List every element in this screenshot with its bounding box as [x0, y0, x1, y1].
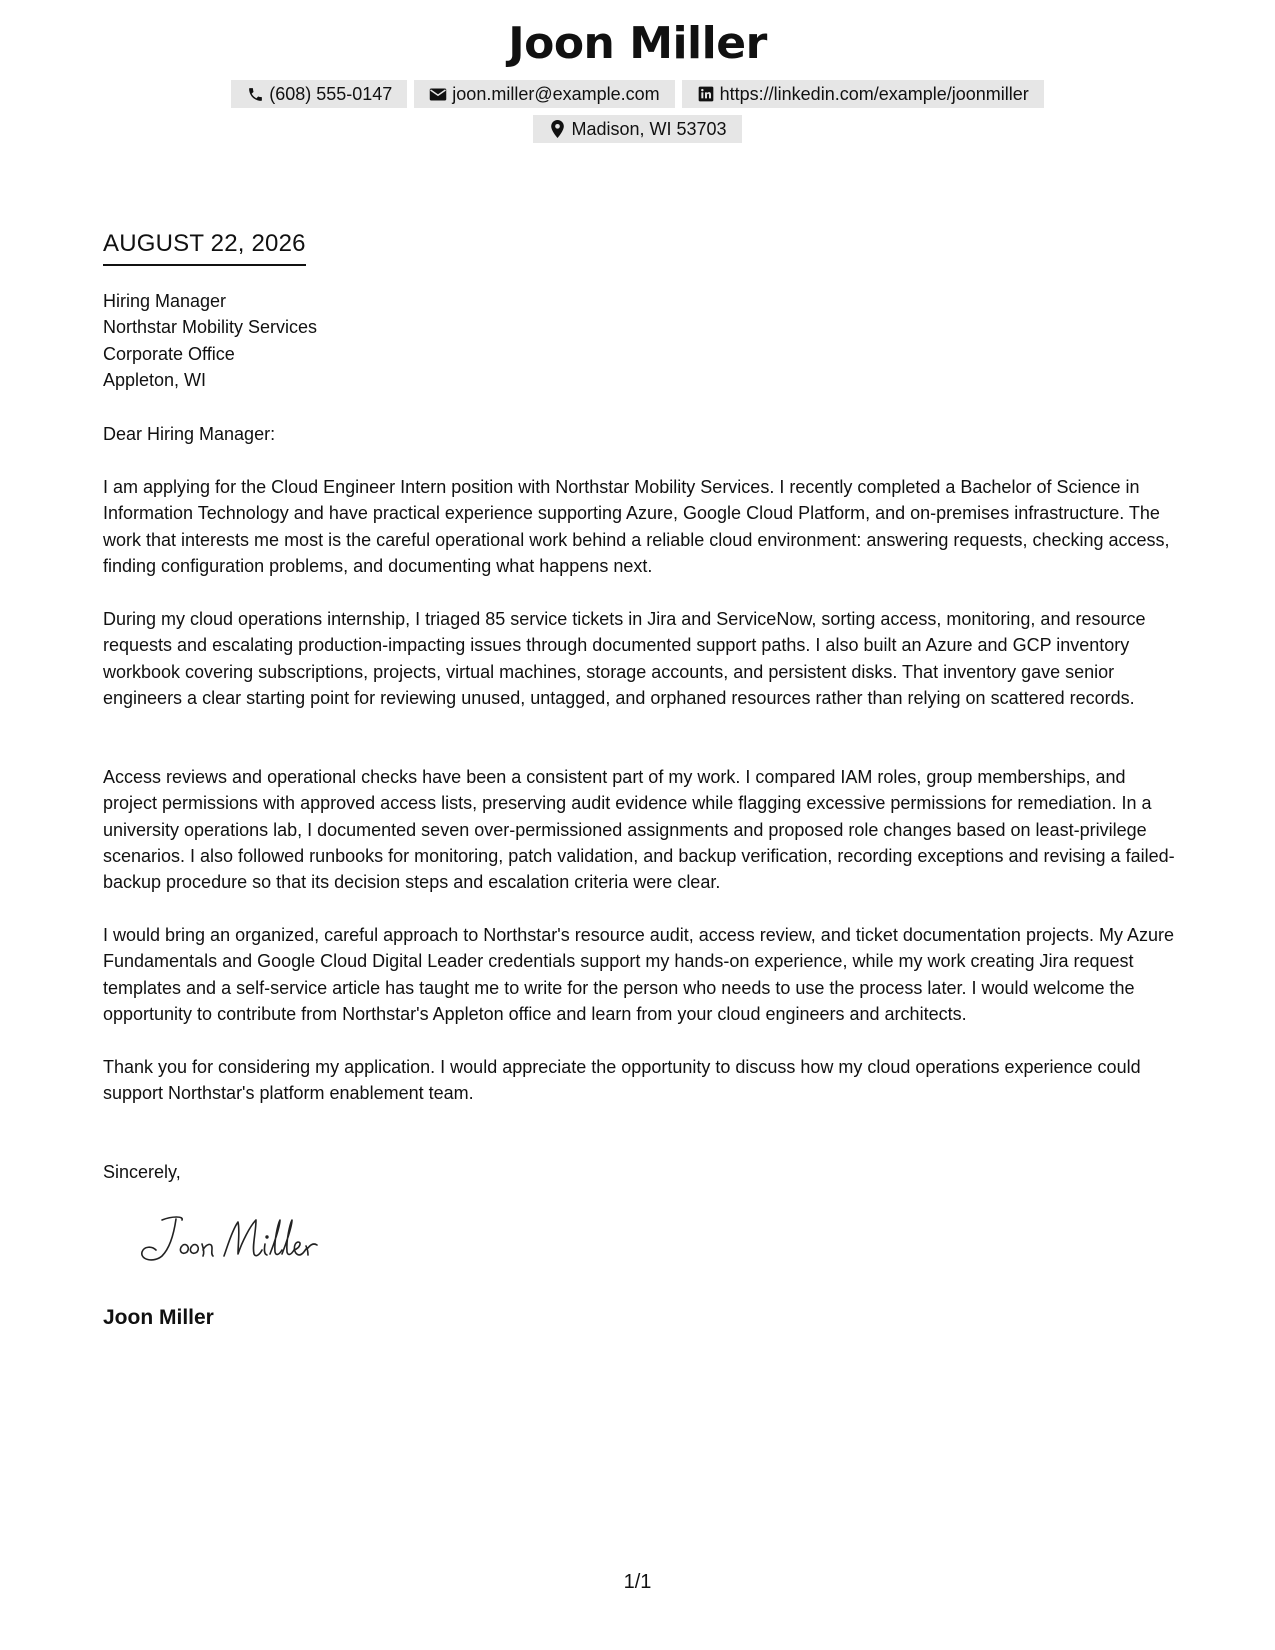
- body-paragraph: Thank you for considering my application. I would appreciate the opportunity to discuss how my cloud operations experience could support Northstar's platform enablement team.: [103, 1057, 1141, 1104]
- applicant-name: Joon Miller: [508, 18, 767, 69]
- closing-line: Sincerely,: [103, 1162, 181, 1182]
- contact-location: [533, 115, 741, 143]
- body-paragraph: I would bring an organized, careful approach to Northstar's resource audit, access review, and ticket documentation projects. My Azure Fundamentals and Google Cloud Digital Leader credentials support my hands-on experience, while my work creating Jira request templates and a self-service article has taught me to write for the person who needs to use the process later. I would welcome the opportunity to contribute from Northstar's Appleton office and learn from your cloud engineers and architects.: [103, 925, 1174, 1024]
- contact-phone: [231, 80, 407, 108]
- contact-row: [0, 80, 1275, 108]
- linkedin-icon: [697, 85, 715, 103]
- recipient-title: Hiring Manager: [103, 291, 227, 311]
- handwritten-signature: [132, 1208, 342, 1268]
- salutation: Dear Hiring Manager:: [103, 424, 276, 444]
- contact-row-location: [0, 115, 1275, 143]
- recipient-office: Corporate Office: [103, 343, 235, 364]
- contact-phone-text: (608) 555-0147: [269, 83, 393, 104]
- map-pin-icon: [548, 120, 566, 138]
- recipient-location: Appleton, WI: [103, 369, 207, 390]
- body-paragraph: I am applying for the Cloud Engineer Intern position with Northstar Mobility Services. I recently completed a Bachelor of Science in Information Technology and have practical experience supporting Azure, Google Cloud Platform, and on-premises infrastructure. The work that interests me most is the careful operational work behind a reliable cloud environment: answering requests, checking access, finding configuration problems, and documenting what happens next.: [103, 477, 1170, 576]
- letter-date: AUGUST 22, 2026: [103, 230, 306, 266]
- contact-location-text: Madison, WI 53703: [571, 118, 727, 139]
- contact-email[interactable]: [414, 80, 674, 108]
- phone-icon: [246, 85, 264, 103]
- contact-linkedin-text: https://linkedin.com/example/joonmiller: [719, 83, 1029, 104]
- page-indicator: 1/1: [623, 1571, 652, 1593]
- envelope-icon: [429, 85, 447, 103]
- contact-email-text: joon.miller@example.com: [452, 83, 660, 104]
- recipient-company: Northstar Mobility Services: [103, 317, 318, 338]
- body-paragraph: Access reviews and operational checks have been a consistent part of my work. I compared IAM roles, group memberships, and project permissions with approved access lists, preserving audit evidence while flagging excessive permissions for remediation. In a university operations lab, I documented seven over-permissioned assignments and proposed role changes based on least-privilege scenarios. I also followed runbooks for monitoring, patch validation, and backup verification, recording exceptions and revising a failed-backup procedure so that its decision steps and escalation criteria were clear.: [103, 767, 1175, 893]
- signer-name: Joon Miller: [103, 1306, 214, 1329]
- recipient-block: [103, 288, 1178, 393]
- contact-linkedin[interactable]: [682, 80, 1044, 108]
- body-paragraph: During my cloud operations internship, I triaged 85 service tickets in Jira and ServiceNow, sorting access, monitoring, and resource requests and escalating production-impacting issues through documented support paths. I also built an Azure and GCP inventory workbook covering subscriptions, projects, virtual machines, storage accounts, and persistent disks. That inventory gave senior engineers a clear starting point for reviewing unused, untagged, and orphaned resources rather than relying on scattered records.: [103, 609, 1146, 708]
